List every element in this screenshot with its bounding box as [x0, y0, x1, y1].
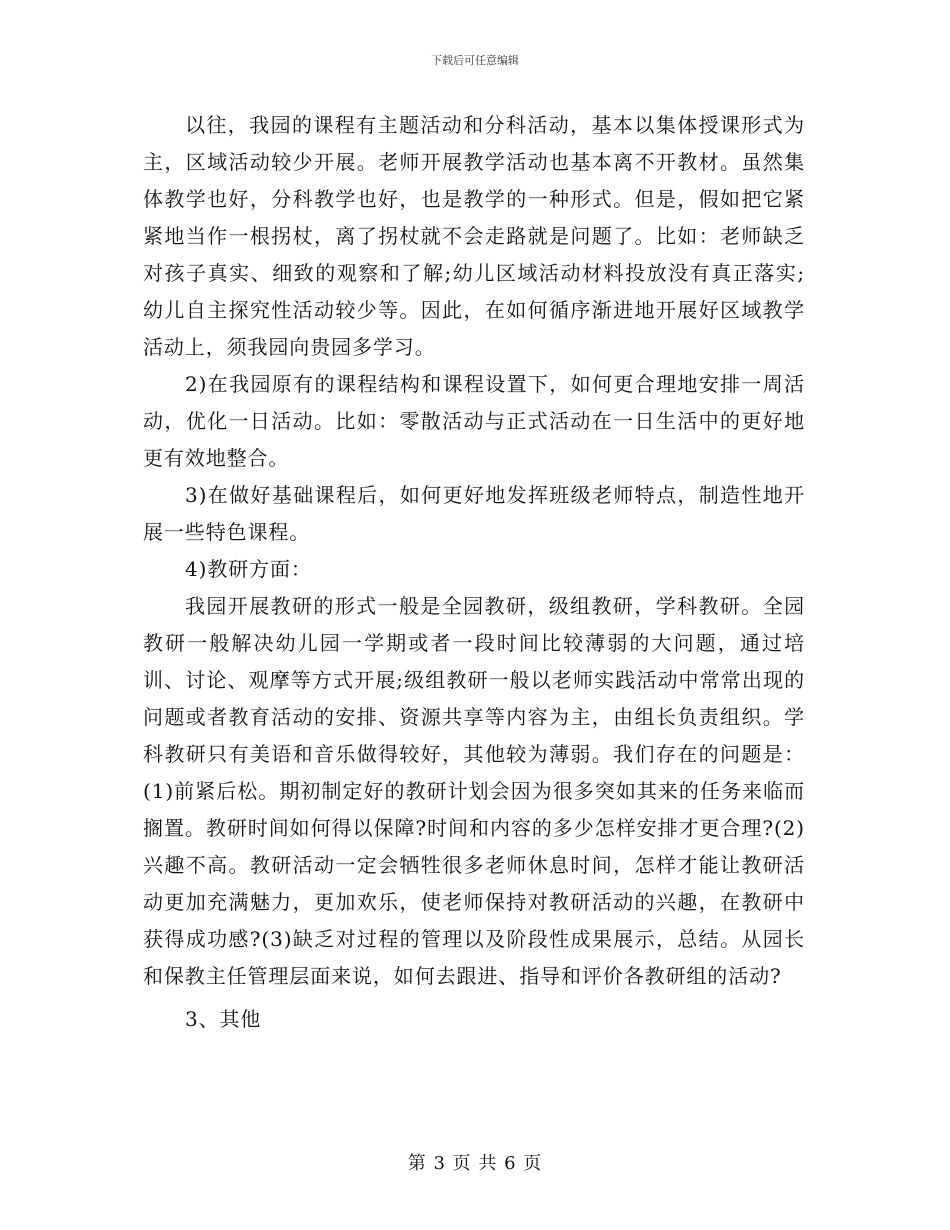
paragraph-curriculum-past: 以往，我园的课程有主题活动和分科活动，基本以集体授课形式为主，区域活动较少开展。老师开展教学活动也基本离不开教材。虽然集体教学也好，分科教学也好，也是教学的一种形式。但是，假如把它紧紧地当作一根拐杖，离了拐杖就不会走路就是问题了。比如：老师缺乏对孩子真实、细致的观察和了解;幼儿区域活动材料投放没有真正落实;幼儿自主探究性活动较少等。因此，在如何循序渐进地开展好区域教学活动上，须我园向贵园多学习。: [143, 113, 805, 359]
section-heading-other: 3、其他: [185, 1007, 262, 1031]
paragraph-item-2: 2)在我园原有的课程结构和课程设置下，如何更合理地安排一周活动，优化一日活动。比如：零散活动与正式活动在一日生活中的更好地更有效地整合。: [143, 372, 805, 470]
document-body: [143, 107, 805, 1038]
page-number: 第 3 页 共 6 页: [407, 1153, 543, 1174]
paragraph-research: 我园开展教研的形式一般是全园教研，级组教研，学科教研。全园教研一般解决幼儿园一学期或者一段时间比较薄弱的大问题，通过培训、讨论、观摩等方式开展;级组教研一般以老师实践活动中常常出现的问题或者教育活动的安排、资源共享等内容为主，由组长负责组织。学科教研只有美语和音乐做得较好，其他较为薄弱。我们存在的问题是：(1)前紧后松。期初制定好的教研计划会因为很多突如其来的任务来临而搁置。教研时间如何得以保障?时间和内容的多少怎样安排才更合理?(2)兴趣不高。教研活动一定会牺牲很多老师休息时间，怎样才能让教研活动更加充满魅力，更加欢乐，使老师保持对教研活动的兴趣，在教研中获得成功感?(3)缺乏对过程的管理以及阶段性成果展示，总结。从园长和保教主任管理层面来说，如何去跟进、指导和评价各教研组的活动?: [143, 594, 805, 988]
paragraph-item-4-heading: 4)教研方面：: [185, 557, 312, 581]
paragraph-item-3: 3)在做好基础课程后，如何更好地发挥班级老师特点，制造性地开展一些特色课程。: [143, 483, 805, 544]
page-header-note: 下载后可任意编辑: [431, 54, 519, 67]
